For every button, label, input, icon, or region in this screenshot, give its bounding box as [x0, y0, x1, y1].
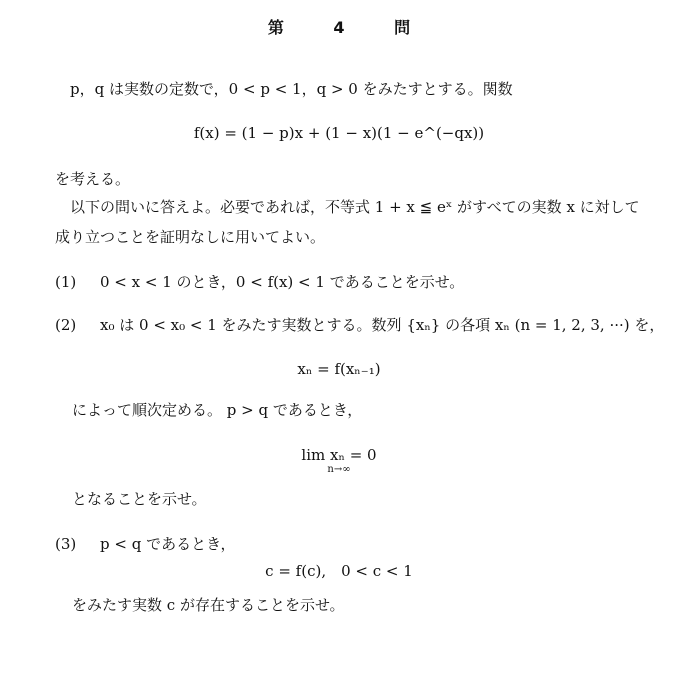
question-1-text: 0 < x < 1 のとき，0 < f(x) < 1 であることを示せ。: [100, 273, 465, 291]
limit-expression: lim xₙ = 0: [301, 446, 377, 464]
hint-line-1: 以下の問いに答えよ。必要であれば，不等式 1 + x ≦ eˣ がすべての実数 x に対して: [70, 198, 640, 216]
question-3-text: p < q であるとき，: [100, 535, 236, 553]
title-char-mon: 問: [394, 18, 411, 37]
question-3-formula: c = f(c), 0 < c < 1: [265, 562, 413, 580]
question-2-limit: [0, 448, 678, 475]
problem-title: [0, 20, 678, 36]
intro-line-1: p，q は実数の定数で，0 < p < 1，q > 0 をみたすとする。関数: [70, 80, 513, 98]
question-2-label: (2): [55, 316, 77, 334]
formula-f: f(x) = (1 − p)x + (1 − x)(1 − e^(−qx)): [193, 124, 485, 142]
question-2-text: x₀ は 0 < x₀ < 1 をみたす実数とする。数列 {xₙ} の各項 xₙ (n = 1, 2, 3, ···) を，: [100, 316, 665, 334]
consider-line: を考える。: [55, 170, 131, 188]
hint-line-2: 成り立つことを証明なしに用いてよい。: [55, 228, 326, 246]
question-3-text-2: をみたす実数 c が存在することを示せ。: [72, 596, 345, 614]
title-char-dai: 第: [267, 18, 284, 37]
question-2-text-3: となることを示せ。: [72, 490, 207, 508]
title-number: 4: [333, 18, 345, 37]
limit-subscript: n→∞: [327, 464, 351, 475]
question-1-label: (1): [55, 273, 77, 291]
question-2-text-2: によって順次定める。 p > q であるとき，: [72, 401, 363, 419]
question-2-formula: xₙ = f(xₙ₋₁): [297, 360, 381, 378]
question-3-label: (3): [55, 535, 77, 553]
limit-operator: [301, 448, 376, 475]
